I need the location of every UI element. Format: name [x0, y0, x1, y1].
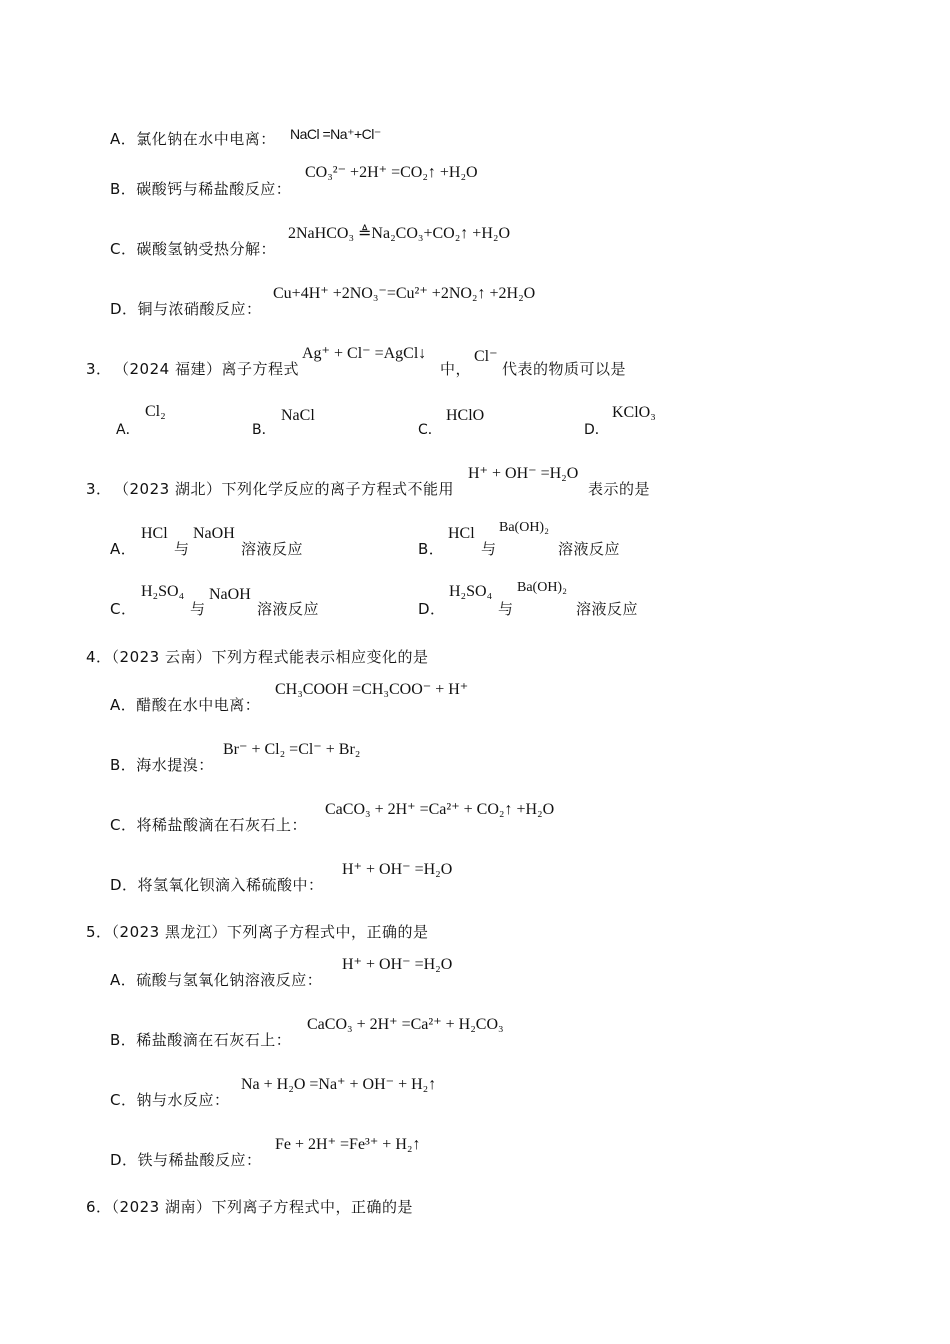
q3b-option-c-suffix: 溶液反应	[257, 600, 320, 618]
q3a-stem-mid: 中，	[440, 360, 472, 378]
q3b-stem-equation: H⁺ + OH⁻ =H₂O	[468, 465, 579, 482]
q3a-stem-ion: Cl⁻	[474, 348, 498, 365]
q3b-option-d-formula-1: H₂SO₄	[449, 583, 493, 600]
q3b-option-c-connector: 与	[190, 600, 206, 618]
q3a-option-b-label: B．	[252, 422, 276, 438]
q3b-option-c-formula-1: H₂SO₄	[141, 583, 185, 600]
q3b-option-b-formula-1: HCl	[448, 525, 475, 542]
q3a-stem-suffix: 代表的物质可以是	[502, 360, 627, 378]
q4-option-a-label: A．醋酸在水中电离：	[110, 696, 261, 714]
q3b-option-b-label: B．	[418, 540, 445, 558]
q3a-option-c-formula: HClO	[446, 407, 485, 424]
q4-stem: 4．（2023 云南）下列方程式能表示相应变化的是	[86, 648, 429, 666]
q4-option-b-label: B．海水提溴：	[110, 756, 214, 774]
q2-option-b-label: B．碳酸钙与稀盐酸反应：	[110, 180, 292, 198]
q3a-option-d-label: D．	[584, 422, 609, 438]
q3b-stem-prefix: （2023 湖北）下列化学反应的离子方程式不能用	[114, 480, 454, 498]
q2-option-d-equation: Cu+4H⁺ +2NO₃⁻=Cu²⁺ +2NO₂↑ +2H₂O	[273, 285, 536, 302]
q3a-stem-equation: Ag⁺ + Cl⁻ =AgCl↓	[302, 345, 427, 362]
q3b-option-d-label: D．	[418, 600, 446, 618]
q3b-option-b-formula-2: Ba(OH)₂	[499, 520, 549, 535]
q3a-option-c-label: C．	[418, 422, 442, 438]
q4-option-c-equation: CaCO₃ + 2H⁺ =Ca²⁺ + CO₂↑ +H₂O	[325, 801, 555, 818]
q3a-option-a-label: A．	[116, 422, 140, 438]
q3b-option-a-suffix: 溶液反应	[241, 540, 304, 558]
q3a-option-b-formula: NaCl	[281, 407, 315, 424]
q3b-option-a-formula-1: HCl	[141, 525, 168, 542]
q4-option-d-label: D．将氢氧化钡滴入稀硫酸中：	[110, 876, 324, 894]
q5-option-d-label: D．铁与稀盐酸反应：	[110, 1151, 262, 1169]
q5-stem: 5．（2023 黑龙江）下列离子方程式中，正确的是	[86, 923, 429, 941]
q5-option-c-label: C．钠与水反应：	[110, 1091, 230, 1109]
q2-option-a-equation: NaCl =Na⁺+Cl⁻	[290, 126, 381, 142]
q6-stem: 6．（2023 湖南）下列离子方程式中，正确的是	[86, 1198, 413, 1216]
q3b-number: 3．	[86, 480, 112, 498]
q3b-option-b-connector: 与	[481, 540, 497, 558]
q5-option-c-equation: Na + H₂O =Na⁺ + OH⁻ + H₂↑	[241, 1076, 437, 1093]
q2-option-a-label: A．氯化钠在水中电离：	[110, 130, 276, 148]
q3a-option-d-formula: KClO₃	[612, 404, 656, 421]
q3a-number: 3．	[86, 360, 112, 378]
q3b-option-c-label: C．	[110, 600, 137, 618]
q3b-option-b-suffix: 溶液反应	[558, 540, 621, 558]
q2-option-b-equation: CO₃²⁻ +2H⁺ =CO₂↑ +H₂O	[305, 164, 478, 181]
q3b-stem-suffix: 表示的是	[588, 480, 651, 498]
q5-option-a-equation: H⁺ + OH⁻ =H₂O	[342, 956, 453, 973]
q2-option-d-label: D．铜与浓硝酸反应：	[110, 300, 262, 318]
q4-option-b-equation: Br⁻ + Cl₂ =Cl⁻ + Br₂	[223, 741, 361, 758]
q3b-option-a-connector: 与	[174, 540, 190, 558]
q2-option-c-label: C．碳酸氢钠受热分解：	[110, 240, 276, 258]
q3b-option-d-connector: 与	[498, 600, 514, 618]
q4-option-c-label: C．将稀盐酸滴在石灰石上：	[110, 816, 307, 834]
q2-option-c-equation: 2NaHCO₃ ≜Na₂CO₃+CO₂↑ +H₂O	[288, 225, 510, 242]
q5-option-d-equation: Fe + 2H⁺ =Fe³⁺ + H₂↑	[275, 1136, 421, 1153]
q3b-option-d-formula-2: Ba(OH)₂	[517, 580, 567, 595]
q4-option-d-equation: H⁺ + OH⁻ =H₂O	[342, 861, 453, 878]
q3b-option-a-label: A．	[110, 540, 137, 558]
q3a-stem-prefix: （2024 福建）离子方程式	[114, 360, 299, 378]
q5-option-a-label: A．硫酸与氢氧化钠溶液反应：	[110, 971, 323, 989]
q4-option-a-equation: CH₃COOH =CH₃COO⁻ + H⁺	[275, 681, 469, 698]
q5-option-b-equation: CaCO₃ + 2H⁺ =Ca²⁺ + H₂CO₃	[307, 1016, 504, 1033]
q5-option-b-label: B．稀盐酸滴在石灰石上：	[110, 1031, 292, 1049]
q3b-option-c-formula-2: NaOH	[209, 586, 251, 603]
q3b-option-a-formula-2: NaOH	[193, 525, 235, 542]
q3a-option-a-formula: Cl₂	[145, 403, 166, 420]
q3b-option-d-suffix: 溶液反应	[576, 600, 639, 618]
